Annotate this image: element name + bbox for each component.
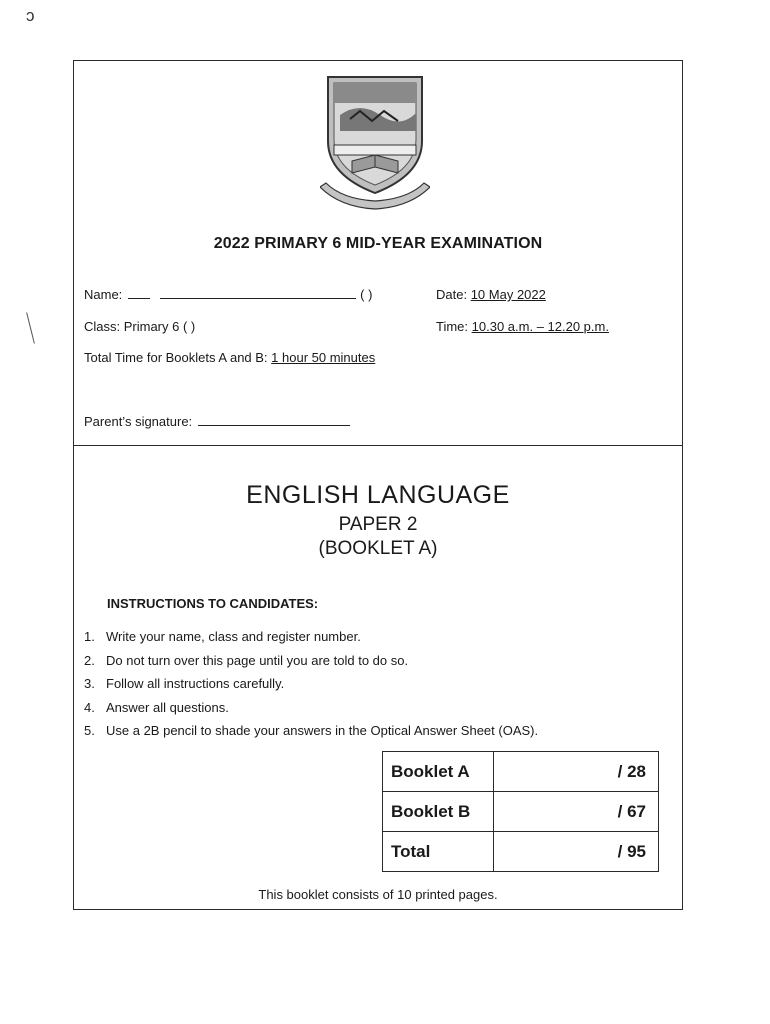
register-brackets: ( ) [360, 287, 373, 302]
class-field: Class: Primary 6 ( ) [84, 319, 196, 334]
instruction-number: 2. [84, 652, 95, 668]
instruction-item [84, 625, 538, 649]
scan-mark [26, 312, 35, 343]
instruction-text: Follow all instructions carefully. [106, 676, 285, 691]
paper-number: PAPER 2 [338, 514, 418, 535]
time-label: Time: [436, 319, 469, 334]
time-field [436, 319, 609, 334]
instruction-number: 4. [84, 699, 95, 715]
marks-label: Total [383, 832, 494, 872]
instruction-text: Do not turn over this page until you are told to do so. [106, 652, 409, 668]
marks-table [382, 751, 659, 872]
instruction-text: Write your name, class and register number. [106, 629, 361, 644]
instruction-item [84, 649, 538, 673]
marks-row-total [383, 832, 659, 872]
marks-row-booklet-b [383, 792, 659, 832]
marks-score: / 28 [494, 752, 659, 792]
marks-label: Booklet A [383, 752, 494, 792]
parent-signature-field [84, 414, 350, 429]
time-value: 10.30 a.m. – 12.20 p.m. [471, 319, 609, 334]
school-crest-logo [320, 71, 430, 217]
date-label: Date: [436, 287, 468, 302]
name-line [160, 288, 356, 299]
section-divider [74, 445, 682, 446]
total-time-value: 1 hour 50 minutes [271, 350, 376, 365]
instruction-item [84, 696, 538, 720]
date-field [436, 287, 546, 302]
marks-row-booklet-a [383, 752, 659, 792]
marks-label: Booklet B [383, 792, 494, 832]
instruction-number: 3. [84, 676, 95, 691]
parent-signature-label: Parent’s signature: [84, 414, 193, 429]
name-label: Name: [84, 287, 123, 302]
signature-line [198, 415, 350, 426]
instruction-text: Answer all questions. [106, 699, 229, 715]
page-count-note: This booklet consists of 10 printed pages. [258, 887, 498, 902]
marks-score: / 67 [494, 792, 659, 832]
booklet-label: (BOOKLET A) [318, 538, 438, 559]
instruction-number: 5. [84, 723, 95, 738]
exam-title: 2022 PRIMARY 6 MID-YEAR EXAMINATION [213, 235, 543, 252]
instructions-list [84, 625, 538, 743]
marks-score: / 95 [494, 832, 659, 872]
page-corner-mark: ɔ [26, 6, 35, 25]
instruction-item [84, 719, 538, 743]
instruction-number: 1. [84, 629, 95, 644]
total-time-label: Total Time for Booklets A and B: [84, 350, 268, 365]
instruction-text: Use a 2B pencil to shade your answers in the Optical Answer Sheet (OAS). [106, 723, 539, 738]
total-time-field [84, 350, 375, 365]
instructions-heading: INSTRUCTIONS TO CANDIDATES: [107, 596, 319, 611]
name-field [84, 287, 372, 302]
date-value: 10 May 2022 [470, 287, 546, 302]
name-line [128, 288, 150, 299]
subject-title: ENGLISH LANGUAGE [246, 481, 510, 509]
instruction-item [84, 672, 538, 696]
cover-frame [73, 60, 683, 910]
